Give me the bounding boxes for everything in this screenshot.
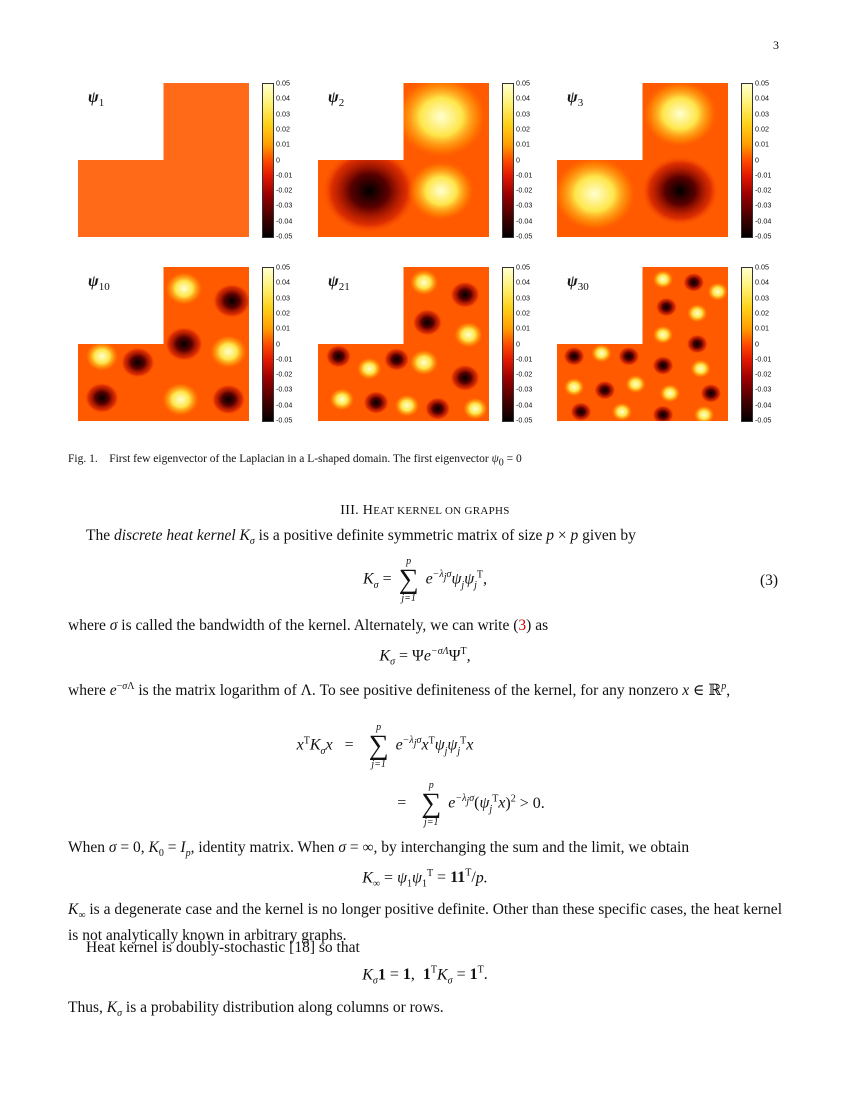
colorbar-tick-label: -0.05 [755,415,772,425]
positive-lobe [356,357,382,380]
negative-lobe [85,383,119,414]
positive-lobe [611,402,632,421]
paragraph-2: where σ is called the bandwidth of the kernel. Alternately, we can write (3) as [68,617,549,634]
positive-lobe [161,382,199,417]
positive-lobe [209,334,247,369]
colorbar [741,83,753,238]
colorbar-tick-label: 0.04 [755,277,769,287]
colorbar-tick-label: 0.03 [755,109,769,119]
colorbar-tick-label: -0.03 [516,200,533,210]
colorbar-tick-label: -0.01 [755,170,772,180]
colorbar-tick-label: 0.05 [516,262,530,272]
colorbar-tick-label: 0.05 [755,262,769,272]
positive-lobe [409,269,439,296]
negative-lobe [363,391,389,414]
colorbar-tick-label: 0.04 [276,277,290,287]
colorbar-tick-label: -0.03 [276,384,293,394]
colorbar-tick-label: 0.04 [516,277,530,287]
colorbar-tick-label: 0 [755,339,759,348]
positive-lobe [407,160,475,222]
colorbar [502,83,514,238]
equation-ref-link[interactable]: 3 [518,617,527,634]
colorbar [502,267,514,422]
colorbar-tick-label: 0.02 [516,308,530,318]
section-title: III. HEAT KERNEL ON GRAPHS [340,503,510,518]
negative-lobe [412,309,442,336]
panel-label: $\psi_{30}$ [567,273,589,294]
positive-lobe [85,341,119,372]
colorbar-tick-label: -0.05 [276,231,293,241]
negative-lobe [618,347,639,366]
positive-lobe [652,270,673,289]
negative-lobe [656,297,677,316]
panel-label: $\psi_2$ [328,89,345,110]
colorbar-tick-label: 0.01 [276,323,290,333]
positive-lobe [707,282,728,301]
colorbar-tick-label: 0.03 [276,293,290,303]
negative-lobe [450,364,480,391]
paragraph-6: Heat kernel is doubly-stochastic [18] so that [86,939,360,956]
negative-lobe [211,384,245,415]
equation-3: $K_\sigma$ = p ∑ j=1 $e^{-\lambda_j\sigma}\psi_j\psi_j^T$, [362,556,488,604]
colorbar-tick-label: -0.04 [276,216,293,226]
positive-lobe [659,384,680,403]
colorbar-tick-label: -0.01 [276,354,293,364]
colorbar-tick-label: 0.02 [755,308,769,318]
positive-lobe [690,359,711,378]
equation-psi-form: $K_\sigma = \Psi e^{-\sigma\Lambda}\Psi^T$, [379,646,471,668]
negative-lobe [121,347,155,378]
colorbar-tick-label: -0.04 [755,400,772,410]
colorbar [262,83,274,238]
colorbar-tick-label: 0.05 [276,78,290,88]
colorbar-tick-label: 0.02 [276,124,290,134]
colorbar-tick-label: -0.02 [755,369,772,379]
colorbar-tick-label: 0.01 [755,139,769,149]
colorbar-tick-label: 0 [516,155,520,164]
colorbar-tick-label: 0.01 [516,139,530,149]
colorbar-tick-label: 0.03 [755,293,769,303]
negative-lobe [594,381,615,400]
negative-lobe [683,273,704,292]
colorbar-tick-label: 0.05 [516,78,530,88]
equation-positive-1: $x^TK_\sigma x$ = p ∑ j=1 $e^{-\lambda_j\sigma}x^T\psi_j\psi_j^Tx$ [296,722,474,770]
negative-lobe [165,327,203,362]
colorbar-tick-label: -0.01 [755,354,772,364]
positive-lobe [563,377,584,396]
page-number: 3 [773,38,779,52]
colorbar [741,267,753,422]
colorbar-tick-label: 0.04 [276,93,290,103]
colorbar-tick-label: 0.05 [276,262,290,272]
colorbar-tick-label: -0.05 [276,415,293,425]
equation-limit: $K_\infty = \psi_1\psi_1^T = 11^T/p$. [362,868,488,890]
colorbar-tick-label: -0.04 [516,400,533,410]
positive-lobe [394,394,420,417]
colorbar-ticks [516,262,548,425]
colorbar-tick-label: 0.04 [755,93,769,103]
colorbar-tick-label: -0.02 [516,185,533,195]
positive-lobe [454,321,484,348]
colorbar-ticks [276,262,308,425]
paragraph-1: The discrete heat kernel $K_\sigma$ is a positive definite symmetric matrix of size p × p given by [86,527,636,548]
equation-stochastic: $K_\sigma 1 = 1$, $1^TK_\sigma = 1^T$. [362,965,488,987]
colorbar-tick-label: -0.01 [516,354,533,364]
colorbar-tick-label: -0.04 [755,216,772,226]
colorbar-tick-label: 0.01 [755,323,769,333]
colorbar-tick-label: 0.03 [276,109,290,119]
positive-lobe [165,271,203,306]
paragraph-4: When σ = 0, $K_0 = I_p$, identity matrix. When σ = ∞, by interchanging the sum and the limit, we obtain [68,839,690,860]
negative-lobe [425,397,451,420]
colorbar-tick-label: -0.05 [755,231,772,241]
colorbar-tick-label: 0.02 [276,308,290,318]
negative-lobe [326,345,352,368]
positive-lobe [625,374,646,393]
panel-label: $\psi_{21}$ [328,273,350,294]
equation-number: (3) [760,572,779,589]
colorbar-tick-label: -0.02 [276,185,293,195]
negative-lobe [652,356,673,375]
colorbar-tick-label: -0.03 [755,384,772,394]
colorbar-tick-label: 0 [755,155,759,164]
colorbar-tick-label: -0.03 [276,200,293,210]
negative-lobe [563,347,584,366]
negative-lobe [384,348,410,371]
paragraph-3: where $e^{-\sigma\Lambda}$ is the matrix logarithm of Λ. To see positive definiteness of the kernel, for any nonzero x ∈ ℝ$^p$, [68,681,731,700]
figure-caption [68,453,522,468]
colorbar-tick-label: 0.04 [516,93,530,103]
caption-text: First few eigenvector of the Laplacian in a L-shaped domain. The first eigenvector $\psi_0 = 0$ [109,453,522,469]
colorbar-tick-label: 0.01 [276,139,290,149]
negative-lobe [570,402,591,421]
colorbar-ticks [516,78,548,241]
colorbar-tick-label: -0.03 [755,200,772,210]
equation-positive-2: = p ∑ j=1 $e^{-\lambda_j\sigma}(\psi_j^Tx)^2 > 0$. [397,780,545,828]
negative-lobe [322,148,416,233]
colorbar-tick-label: -0.01 [516,170,533,180]
colorbar-tick-label: -0.05 [516,231,533,241]
colorbar-ticks [755,78,787,241]
colorbar-tick-label: -0.05 [516,415,533,425]
colorbar-tick-label: 0.05 [755,78,769,88]
colorbar [262,267,274,422]
colorbar-tick-label: 0.02 [755,124,769,134]
colorbar-tick-label: -0.02 [755,185,772,195]
colorbar-tick-label: 0.03 [516,109,530,119]
colorbar-tick-label: 0.03 [516,293,530,303]
colorbar-tick-label: -0.02 [516,369,533,379]
positive-lobe [329,388,355,411]
colorbar-tick-label: 0 [276,339,280,348]
colorbar-tick-label: -0.02 [276,369,293,379]
positive-lobe [652,325,673,344]
positive-lobe [687,304,708,323]
panel-label: $\psi_{10}$ [88,273,110,294]
negative-lobe [700,384,721,403]
positive-lobe [591,344,612,363]
panel-label: $\psi_1$ [88,89,105,110]
colorbar-tick-label: -0.04 [276,400,293,410]
positive-lobe [462,397,488,420]
positive-lobe [409,349,439,376]
colorbar-tick-label: 0 [516,339,520,348]
negative-lobe [687,334,708,353]
paragraph-7: Thus, $K_\sigma$ is a probability distribution along columns or rows. [68,999,444,1020]
colorbar-tick-label: -0.04 [516,216,533,226]
negative-lobe [450,281,480,308]
colorbar-tick-label: -0.01 [276,170,293,180]
paragraph-5: $K_\infty$ is a degenerate case and the kernel is no longer positive definite. Other than these specific cases, the heat kernel is not analytically known in arbitrary graphs. [68,901,782,945]
colorbar-ticks [755,262,787,425]
colorbar-ticks [276,78,308,241]
caption-label: Fig. 1. [68,453,98,465]
colorbar-tick-label: -0.03 [516,384,533,394]
colorbar-tick-label: 0 [276,155,280,164]
colorbar-tick-label: 0.02 [516,124,530,134]
panel-label: $\psi_3$ [567,89,584,110]
colorbar-tick-label: 0.01 [516,323,530,333]
negative-lobe [642,156,719,225]
